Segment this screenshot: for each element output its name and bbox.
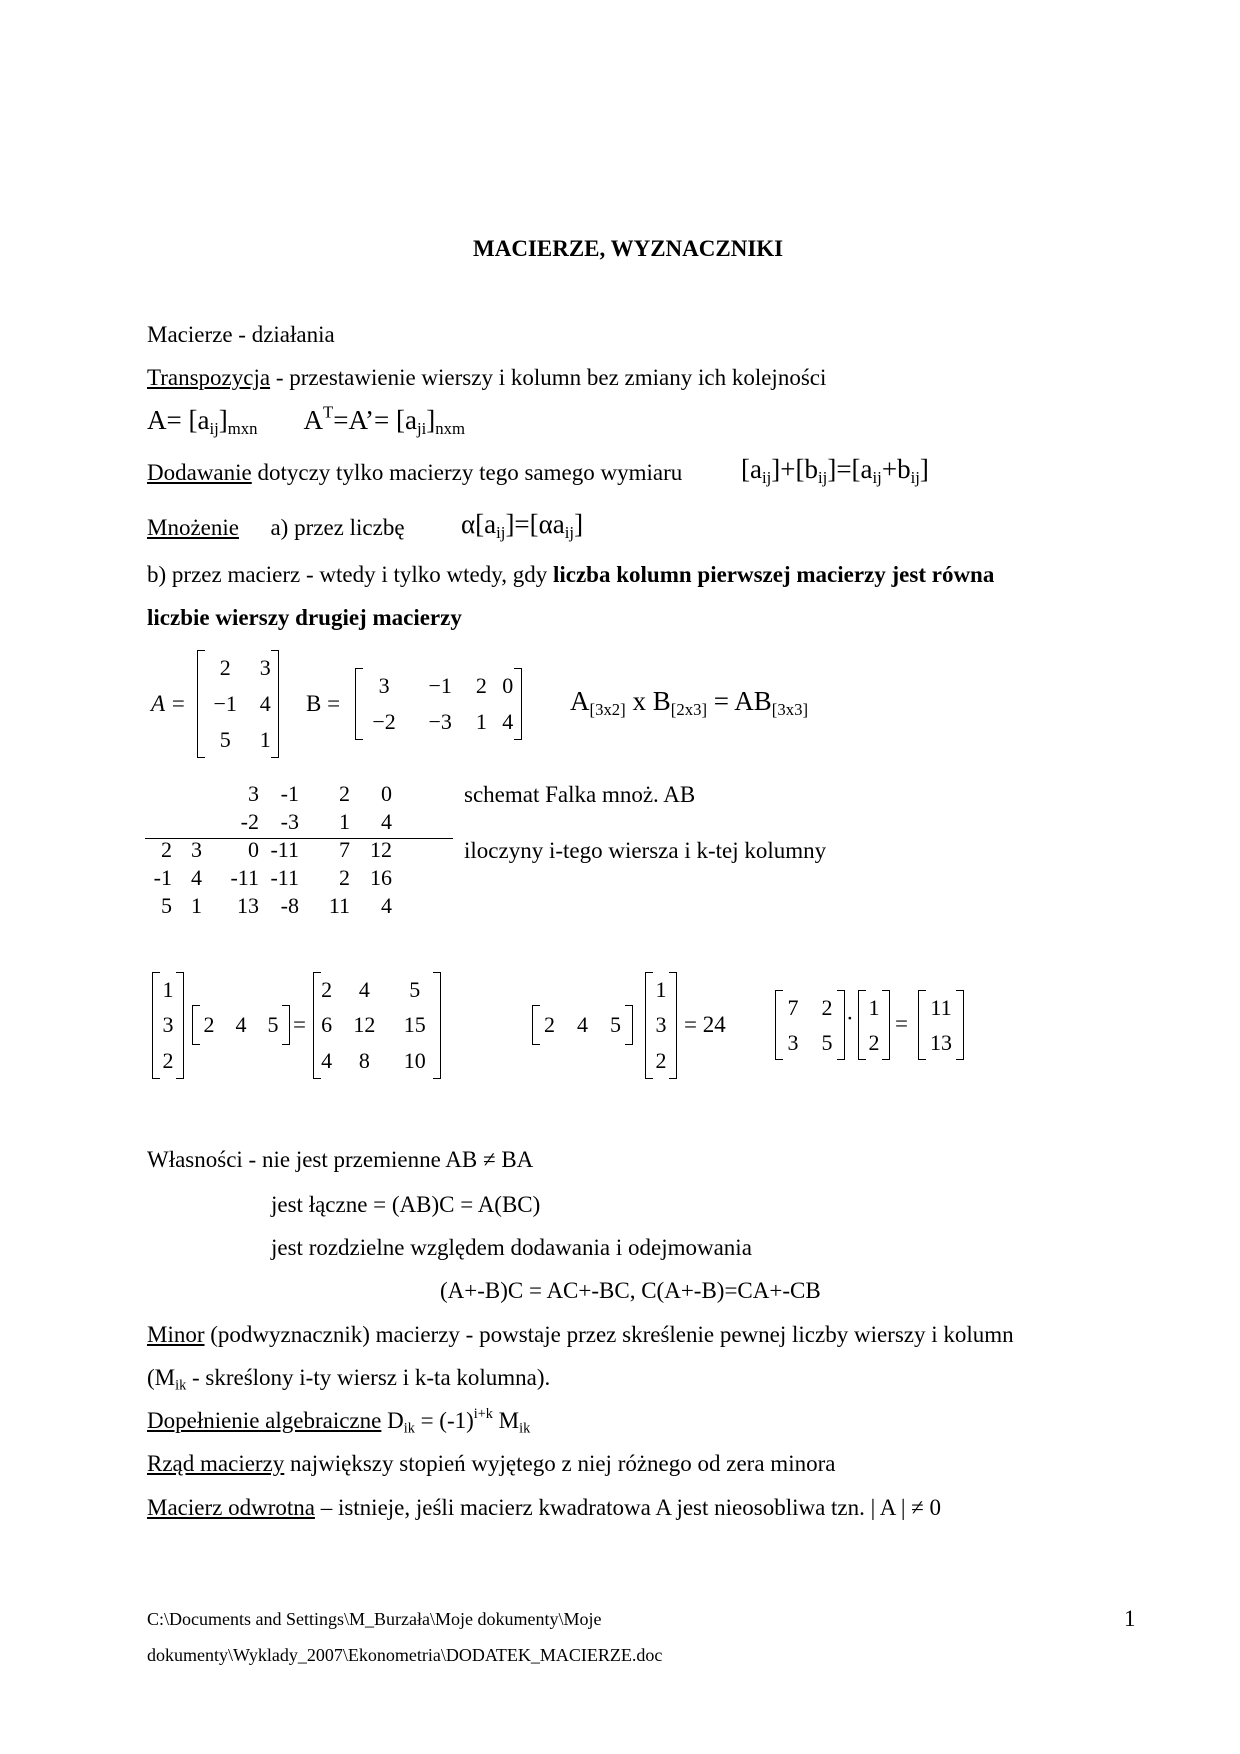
matrix-a-label: A = [151, 691, 186, 716]
index-sub: ij [910, 468, 920, 488]
dim-sub: [3x3] [771, 700, 809, 720]
matrix-2x2-row [776, 1025, 844, 1060]
formula-part: x B [625, 686, 671, 716]
index-sub: ij [872, 468, 882, 488]
column-vector [152, 972, 184, 1079]
result-vector-cell: 13 [930, 1029, 952, 1055]
minor-line2 [147, 1363, 550, 1393]
falk-cell: -11 [270, 837, 299, 862]
matrix-2x2 [775, 990, 845, 1060]
row-vector-cell: 4 [235, 1012, 247, 1037]
transpose-eq: =A’= [a [333, 405, 417, 435]
vector-2-row [859, 990, 889, 1025]
falk-cell: -1 [153, 865, 172, 890]
cofactor-definition [147, 1406, 530, 1436]
matrix-b [355, 668, 522, 740]
dim-sub: nxm [435, 419, 466, 439]
formula-part: - skreślony i-ty wiersz i k-ta kolumna). [186, 1365, 551, 1390]
result-vector-cell: 11 [930, 994, 952, 1020]
matrix-b-cell: 4 [502, 709, 514, 734]
falk-cell: 0 [381, 781, 392, 806]
index-sub: ij [564, 523, 575, 543]
matrix-mult-condition: liczba kolumn pierwszej macierzy jest równa [552, 562, 995, 587]
index-sub: ij [818, 468, 828, 488]
matrix-b-cell: −3 [428, 709, 452, 734]
matrix-a-row [198, 686, 278, 722]
matrix-b-cell: −2 [372, 709, 396, 734]
matrix-a-cell: −1 [213, 691, 237, 716]
result-vector-row [919, 990, 963, 1025]
minor-text: (podwyznacznik) macierzy - powstaje przez skreślenie pewnej liczby wierszy i kolumn [204, 1322, 1014, 1347]
falk-cell: 7 [339, 837, 350, 862]
matrix-a [197, 650, 279, 758]
matrix-b-cell: 3 [378, 673, 390, 698]
row-vector-cell: 2 [203, 1012, 215, 1037]
matrix-a-cell: 4 [259, 691, 271, 716]
row-vector-inner-cell: 4 [577, 1012, 588, 1037]
footer-path-line2: dokumenty\Wyklady_2007\Ekonometria\DODATEK_MACIERZE.doc [147, 1645, 663, 1665]
matrix-a-notation: A= [a [147, 405, 210, 435]
column-vector-inner-cell: 3 [655, 1012, 667, 1038]
column-vector-cell: 3 [162, 1012, 174, 1038]
falk-cell: 12 [370, 837, 392, 862]
falk-cell: 13 [237, 893, 259, 918]
falk-cell: 3 [191, 837, 202, 862]
falk-cell: 0 [248, 837, 259, 862]
falk-cell [172, 780, 202, 808]
column-vector-cell: 1 [162, 976, 174, 1002]
row-vector-row [193, 1005, 289, 1045]
properties-line4: (A+-B)C = AC+-BC, C(A+-B)=CA+-CB [440, 1278, 821, 1303]
falk-cell: -2 [240, 809, 259, 834]
falk-cell: -3 [280, 809, 299, 834]
falk-cell: 4 [381, 809, 392, 834]
falk-cell: 2 [339, 781, 350, 806]
falk-scheme-table [145, 780, 392, 920]
formula-part: A [570, 686, 590, 716]
matrix-b-cell: −1 [428, 673, 452, 698]
addition-term: Dodawanie [147, 460, 252, 485]
dimension-formula [570, 686, 809, 720]
formula-part: (M [147, 1365, 176, 1390]
column-vector-cell: 2 [162, 1048, 174, 1074]
inverse-text: – istnieje, jeśli macierz kwadratowa A jest nieosobliwa tzn. | A | ≠ 0 [314, 1495, 942, 1520]
falk-cell: -11 [270, 865, 299, 890]
vector-2-cell: 1 [868, 994, 880, 1020]
rank-definition [147, 1449, 835, 1479]
falk-cell [145, 780, 172, 808]
matrix-a-row [198, 722, 278, 758]
formula-part: = AB [707, 686, 772, 716]
rank-term: Rząd macierzy [147, 1451, 285, 1476]
page-title: MACIERZE, WYZNACZNIKI [473, 236, 784, 261]
falk-cell: 1 [339, 809, 350, 834]
bracket: ] [218, 405, 228, 435]
falk-cell: 1 [191, 893, 202, 918]
falk-cell: 5 [161, 893, 172, 918]
cofactor-term: Dopełnienie algebraiczne [147, 1408, 382, 1433]
outer-product-cell: 15 [403, 1012, 426, 1038]
column-vector-row [153, 1043, 183, 1079]
outer-product-cell: 2 [321, 976, 333, 1002]
index-sub: ji [416, 419, 427, 439]
outer-product-cell: 4 [358, 976, 370, 1002]
falk-product-row [145, 836, 392, 864]
matrix-2x2-cell: 5 [821, 1029, 833, 1055]
inner-product-result: = 24 [684, 1012, 726, 1037]
inverse-term: Macierz odwrotna [147, 1495, 315, 1520]
formula-part: α[a [461, 509, 497, 539]
equals-sign: = [293, 1012, 306, 1037]
outer-product-cell: 10 [403, 1048, 426, 1074]
page-number: 1 [1124, 1606, 1136, 1631]
outer-product-matrix [313, 972, 441, 1079]
outer-product-row [314, 1043, 440, 1079]
minor-definition [147, 1320, 1014, 1350]
matrix-a-cell: 3 [259, 655, 271, 680]
scalar-formula [461, 509, 584, 543]
matrix-b-label: B = [306, 691, 341, 716]
dim-sub: [3x2] [589, 700, 626, 720]
matrix-2x2-cell: 7 [787, 994, 799, 1020]
formula-part: ]=[αa [505, 509, 565, 539]
index-sub: ij [496, 523, 506, 543]
column-vector-inner-cell: 2 [655, 1048, 667, 1074]
transpose-formula [147, 402, 466, 439]
bracket: ] [426, 405, 436, 435]
transpose-definition [147, 363, 826, 393]
row-vector-cell: 5 [267, 1012, 279, 1037]
formula-part: M [492, 1408, 520, 1433]
equals-sign-2: = [895, 1011, 908, 1036]
matrix-2x2-cell: 2 [821, 994, 833, 1020]
index-sub: ik [519, 1420, 531, 1437]
outer-product-cell: 12 [353, 1012, 376, 1038]
row-vector-inner-row [533, 1005, 632, 1045]
falk-note-products: iloczyny i-tego wiersza i k-tej kolumny [464, 838, 827, 863]
formula-part: ]=[a [827, 454, 873, 484]
outer-product-row [314, 1008, 440, 1044]
column-vector-row [153, 972, 183, 1008]
dim-sub: [2x3] [670, 700, 708, 720]
column-vector-inner-row [646, 972, 676, 1008]
matrix-2x2-row [776, 990, 844, 1025]
transpose-sup: T [323, 402, 334, 422]
outer-product-cell: 4 [321, 1048, 333, 1074]
vector-2-row [859, 1025, 889, 1060]
index-sub: ik [175, 1377, 187, 1394]
index-sub: ij [761, 468, 772, 488]
matrix-a-cell: 1 [259, 727, 271, 752]
matrix-mult-line2: liczbie wierszy drugiej macierzy [147, 605, 462, 630]
falk-cell [172, 808, 202, 836]
properties-line3: jest rozdzielne względem dodawania i odejmowania [271, 1235, 752, 1260]
column-vector-inner [645, 972, 677, 1079]
multiplication-term: Mnożenie [147, 515, 239, 540]
outer-product-row [314, 972, 440, 1008]
properties-line1: Własności - nie jest przemienne AB ≠ BA [147, 1147, 534, 1172]
index-sub: ij [209, 419, 219, 439]
inverse-definition [147, 1493, 941, 1523]
row-vector-inner-cell: 2 [544, 1012, 555, 1037]
multiplication-definition [147, 513, 405, 543]
addition-text: dotyczy tylko macierzy tego samego wymiaru [251, 460, 683, 485]
matrix-a-cell: 5 [219, 727, 231, 752]
matrix-mult-text: b) przez macierz - wtedy i tylko wtedy, gdy [147, 562, 553, 587]
row-vector-inner-cell: 5 [610, 1012, 621, 1037]
falk-cell: -11 [230, 865, 259, 890]
matrix-b-row [356, 704, 521, 740]
formula-part: [a [741, 454, 762, 484]
dot-operator: · [846, 1006, 854, 1031]
falk-cell: 16 [370, 865, 392, 890]
result-vector [918, 990, 964, 1060]
exponent-sup: i+k [473, 1406, 493, 1423]
section-heading: Macierze - działania [147, 322, 335, 347]
falk-cell: 3 [248, 781, 259, 806]
vector-2-cell: 2 [868, 1029, 880, 1055]
matrix-2x2-cell: 3 [787, 1029, 799, 1055]
falk-note: schemat Falka mnoż. AB [464, 782, 696, 807]
transpose-a: A [303, 405, 324, 435]
falk-cell: 4 [381, 893, 392, 918]
addition-definition [147, 458, 682, 488]
falk-top-row [145, 780, 392, 808]
column-vector-row [153, 1008, 183, 1044]
minor-term: Minor [147, 1322, 205, 1347]
outer-product-cell: 6 [321, 1012, 333, 1038]
falk-cell: 2 [339, 865, 350, 890]
formula-part: ]+[b [771, 454, 819, 484]
outer-product-cell: 8 [358, 1048, 370, 1074]
falk-product-row [145, 892, 392, 920]
column-vector-inner-cell: 1 [655, 976, 667, 1002]
matrix-b-cell: 2 [475, 673, 487, 698]
falk-cell: -8 [280, 893, 299, 918]
matrix-b-row [356, 668, 521, 704]
row-vector-inner [532, 1005, 633, 1045]
row-vector [192, 1005, 290, 1045]
matrix-a-row [198, 650, 278, 686]
index-sub: ik [403, 1420, 415, 1437]
formula-part: +b [881, 454, 911, 484]
addition-formula [741, 454, 929, 488]
transpose-term: Transpozycja [147, 365, 271, 390]
outer-product-cell: 5 [409, 976, 421, 1002]
formula-part: D [381, 1408, 404, 1433]
falk-cell: 11 [328, 893, 350, 918]
matrix-b-cell: 1 [475, 709, 487, 734]
matrix-b-cell: 0 [502, 673, 514, 698]
formula-part: = (-1) [414, 1408, 474, 1433]
column-vector-inner-row [646, 1043, 676, 1079]
matrix-a-cell: 2 [219, 655, 231, 680]
matrix-mult-line1 [147, 560, 994, 590]
transpose-text: - przestawienie wierszy i kolumn bez zmiany ich kolejności [270, 365, 827, 390]
falk-top-row [145, 808, 392, 836]
rank-text: największy stopień wyjętego z niej różnego od zera minora [284, 1451, 836, 1476]
result-vector-row [919, 1025, 963, 1060]
column-vector-inner-row [646, 1008, 676, 1044]
footer-path-line1: C:\Documents and Settings\M_Burzała\Moje dokumenty\Moje [147, 1609, 602, 1629]
falk-cell [145, 808, 172, 836]
formula-part: ] [574, 509, 584, 539]
dim-sub: mxn [227, 419, 258, 439]
falk-product-row [145, 864, 392, 892]
falk-cell: 2 [161, 837, 172, 862]
falk-cell: -1 [280, 781, 299, 806]
falk-cell: 4 [191, 865, 202, 890]
formula-part: ] [919, 454, 929, 484]
properties-line2: jest łączne = (AB)C = A(BC) [271, 1192, 541, 1217]
multiplication-scalar-text: a) przez liczbę [270, 515, 405, 540]
vector-2 [858, 990, 890, 1060]
falk-divider [145, 838, 453, 839]
